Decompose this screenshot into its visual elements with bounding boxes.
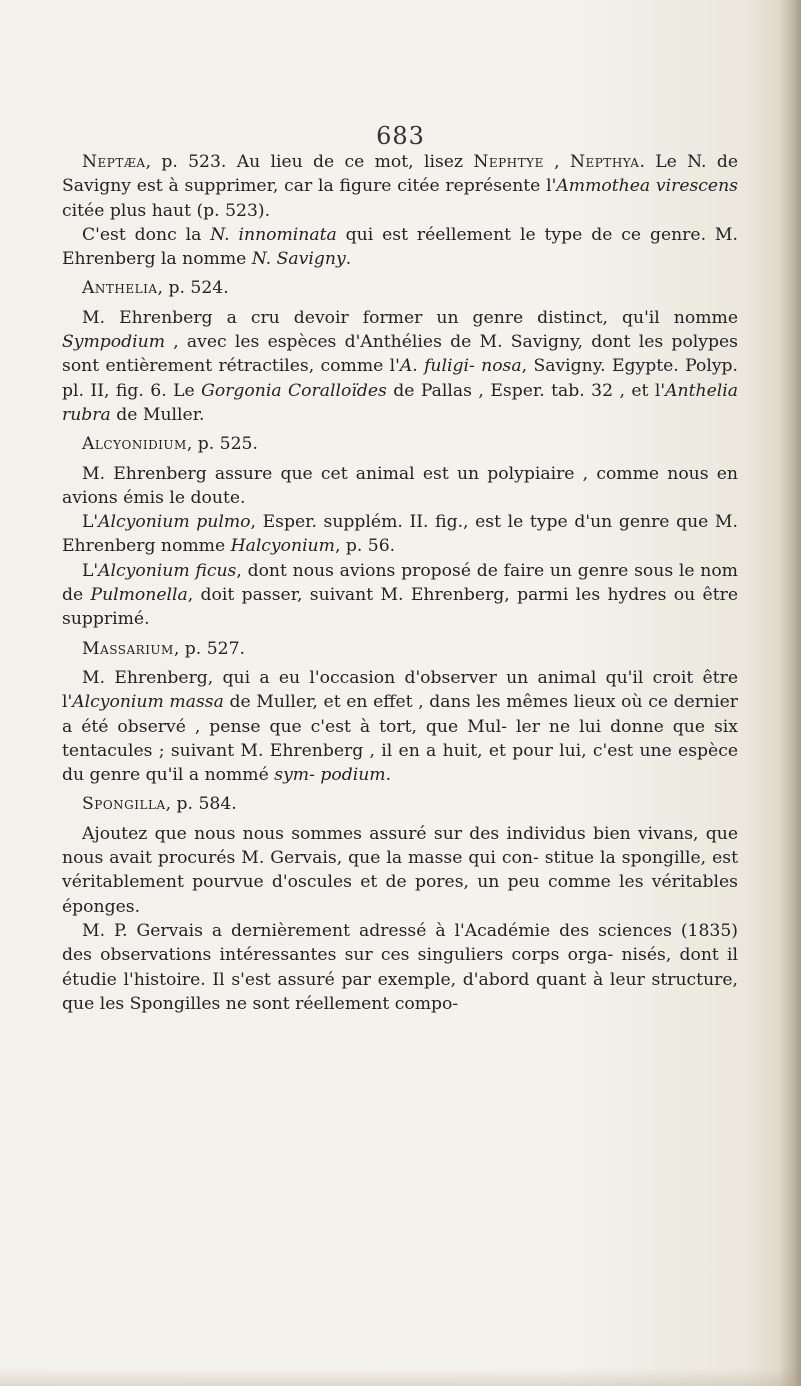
italic-term: Pulmonella xyxy=(90,585,188,606)
italic-term: Alcyonium ficus xyxy=(98,560,237,581)
italic-term: A. fuligi- nosa xyxy=(399,356,522,377)
paragraph xyxy=(62,559,738,632)
text-run: de Muller. xyxy=(110,404,205,425)
italic-term: Ammothea virescens xyxy=(556,176,738,197)
text-run: M. Ehrenberg, qui a eu l'occasion d'observer un animal qu'il croit être l' xyxy=(62,667,738,713)
italic-term: Anthelia rubra xyxy=(62,380,738,425)
entry-heading xyxy=(62,432,738,456)
small-caps-term: Alcyonidium xyxy=(82,434,187,455)
paragraph xyxy=(62,666,738,787)
page-text xyxy=(62,150,738,1016)
italic-term: Alcyonium pulmo xyxy=(98,512,251,533)
text-run: , doit passer, suivant M. Ehrenberg, parmi les hydres ou être supprimé. xyxy=(62,585,738,630)
text-run: , p. 523. Au lieu de ce mot, lisez xyxy=(145,152,474,172)
small-caps-term: Nepthya xyxy=(569,152,640,172)
entry-heading xyxy=(62,276,738,300)
text-run: M. P. Gervais a dernièrement adressé à l'Académie des sciences (1835) des observations intéressantes sur ces singuliers corps orga- nisés, dont il étudie l'histoire. Il s'est assuré par exemple, d'abord quant à leur structure, que les Spongilles ne sont réellement compo- xyxy=(62,920,738,1014)
entry-heading xyxy=(62,792,738,816)
text-run: L' xyxy=(82,560,99,581)
text-run: L' xyxy=(82,512,99,533)
small-caps-term: Massarium xyxy=(82,638,174,659)
page-number: 683 xyxy=(376,122,425,150)
italic-term: Sympodium xyxy=(62,332,165,353)
text-run: C'est donc la xyxy=(82,224,211,245)
text-run: , p. 527. xyxy=(173,638,245,659)
paragraph xyxy=(62,223,738,272)
text-run: , xyxy=(543,152,570,172)
paragraph xyxy=(62,462,738,511)
text-run: . xyxy=(385,765,392,786)
text-run: Ajoutez que nous nous sommes assuré sur des individus bien vivans, que nous avait procurés M. Gervais, que la masse qui con- stitue la spongille, est véritablement pourvue d'oscules et de pores, un peu comme les véritables éponges. xyxy=(62,823,738,917)
small-caps-term: Anthelia xyxy=(82,278,158,299)
small-caps-term: Neptæa xyxy=(82,152,146,172)
entry-heading xyxy=(62,637,738,661)
small-caps-term: Spongilla xyxy=(82,794,166,815)
italic-term: Gorgonia Coralloïdes xyxy=(201,380,387,401)
paragraph xyxy=(62,306,738,427)
text-run: M. Ehrenberg assure que cet animal est un polypiaire , comme nous en avions émis le doute. xyxy=(62,463,738,508)
text-run: , Savigny. Egypte. Polyp. pl. II, fig. 6. Le xyxy=(62,356,738,401)
italic-term: N. Savigny xyxy=(251,249,346,270)
text-run: . xyxy=(345,249,352,270)
italic-term: N. innominata xyxy=(210,224,337,245)
text-run: de Muller, et en effet , dans les mêmes lieux où ce dernier a été observé , pense que c'est à tort, que Mul- ler ne lui donne que six tentacules ; suivant M. Ehrenberg , il en a huit, et pour lui, c'est une espèce du genre qu'il a nommé xyxy=(62,692,738,786)
page-edge-shadow xyxy=(779,0,801,1386)
text-run: , dont nous avions proposé de faire un genre sous le nom de xyxy=(62,560,738,606)
text-run: , avec les espèces d'Anthélies de M. Savigny, dont les polypes sont entièrement rétractiles, comme l' xyxy=(62,332,738,377)
text-run: qui est réellement le type de ce genre. M. Ehrenberg la nomme xyxy=(62,224,738,270)
text-run: , p. 584. xyxy=(165,794,237,815)
text-run: . Le N. de Savigny est à supprimer, car la figure citée représente l' xyxy=(62,152,738,197)
small-caps-term: Nephtye xyxy=(473,152,544,172)
paragraph xyxy=(62,510,738,559)
page-bottom-shadow xyxy=(0,1368,801,1386)
paragraph xyxy=(62,822,738,919)
italic-term: sym- podium xyxy=(274,765,386,786)
paragraph xyxy=(62,150,738,223)
text-run: M. Ehrenberg a cru devoir former un genre distinct, qu'il nomme xyxy=(82,307,738,328)
text-run: , Esper. supplém. II. fig., est le type d'un genre que M. Ehrenberg nomme xyxy=(62,512,738,557)
text-run: , p. 56. xyxy=(334,536,396,557)
text-run: , p. 525. xyxy=(186,434,258,455)
paragraph xyxy=(62,919,738,1016)
italic-term: Alcyonium massa xyxy=(72,692,224,713)
italic-term: Halcyonium xyxy=(230,536,335,557)
text-run: de Pallas , Esper. tab. 32 , et l' xyxy=(386,380,666,401)
text-run: citée plus haut (p. 523). xyxy=(62,200,271,221)
text-run: , p. 524. xyxy=(157,278,229,299)
